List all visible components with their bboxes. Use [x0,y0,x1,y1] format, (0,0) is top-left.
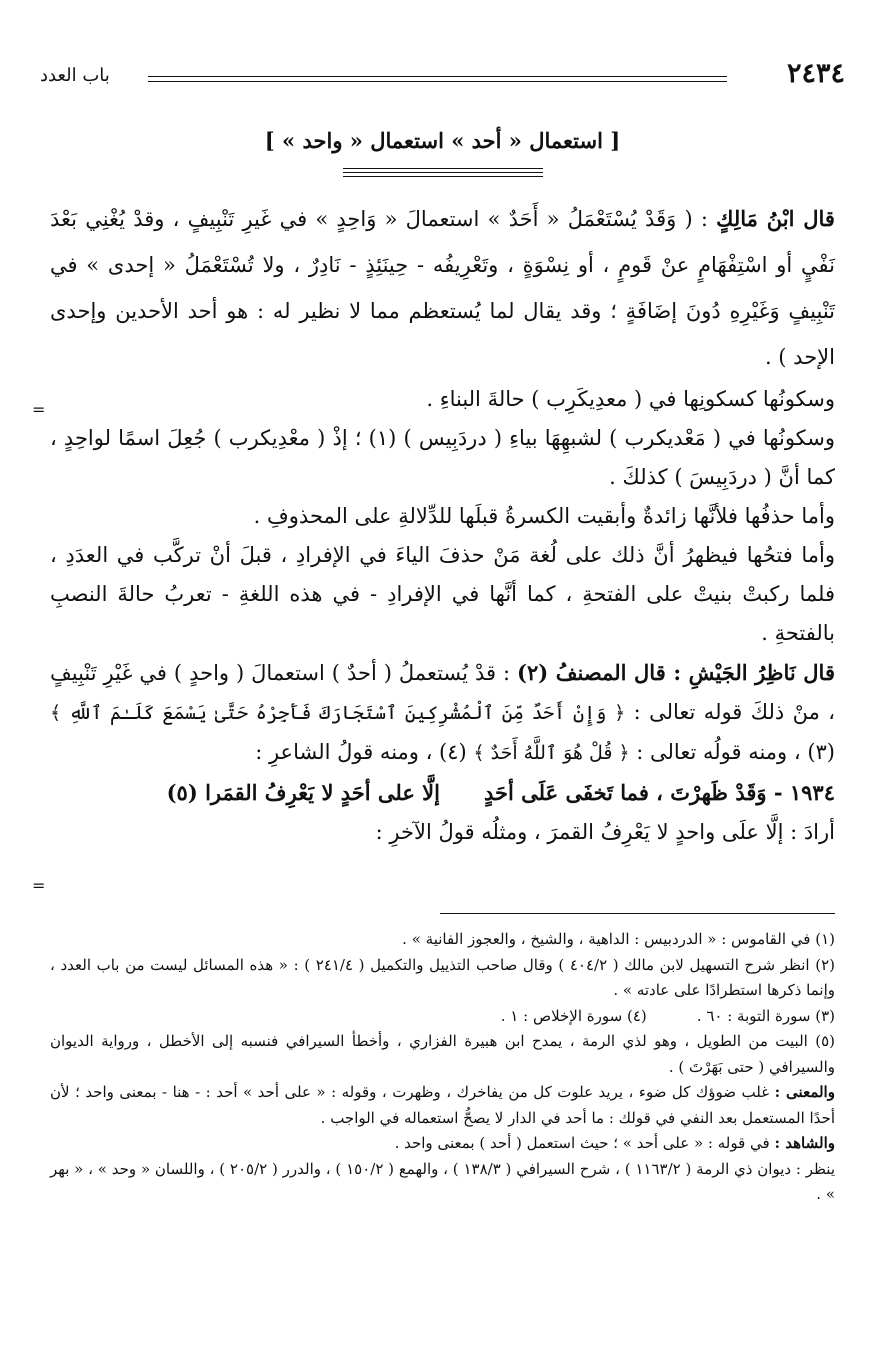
footnotes-3-4 [50,1004,835,1030]
meaning-text: غلب ضوؤك كل ضوء ، يريد علوت كل من يفاخرك ، وظهرت ، وقوله : « على أحد » أحد : - هنا - بمعنى واحد ؛ لأن أحدًا المستعمل بعد النفي في قولك : ما أحد في الدار لا يصحُّ استعماله في الواجب . [50,1083,835,1127]
footnote-5: (٥) البيت من الطويل ، وهو لذي الرمة ، يمدح ابن هبيرة الفزاري ، وأخطأ السيرافي فنسبه إلى الأخطل ، ورواية الديوان والسيرافي ( حتى بَهَرْتَ ) . [50,1032,835,1076]
nazir-text-c: (٤) ، ومنه قولُ الشاعرِ : [255,740,467,764]
fatha-paragraph: وأما فتحُها فيظهرُ أنَّ ذلك على لُغة مَنْ حذفَ الياءَ في الإفرادِ ، قبلَ أنْ تركَّب في العدَدِ ، فلما ركبتْ بنيتْ على الفتحةِ ، كما أنَّها في الإفرادِ - في هذه اللغةِ - تعربُ حالةَ النصبِ بالفتحةِ . [50,543,835,645]
verse-number: ١٩٣٤ - [773,780,835,805]
nazir-text-a: : قدْ يُستعملُ ( أحدٌ ) استعمالَ ( واحدٍ ) في غَيْرِ تَنْبِيفٍ ، منْ ذلكَ قوله تعالى : [50,661,836,724]
nazir-aljaysh-paragraph [50,653,835,773]
nazir-text-b: (٣) ، ومنه قولُه تعالى : [636,740,835,764]
footnote-4: (٤) سورة الإخلاص : ١ . [500,1006,647,1025]
meaning-label: والمعنى : [774,1083,835,1101]
footnote-5-evidence [50,1131,835,1157]
footnote-5-sources: ينظر : ديوان ذي الرمة ( ١١٦٣/٢ ) ، شرح السيرافي ( ١٣٨/٣ ) ، والهمع ( ١٥٠/٢ ) ، والدرر ( ٢٠٥/٢ ) ، واللسان « وحد » ، « بهر » . [50,1159,835,1203]
ibn-malik-paragraph [50,196,835,380]
verse-second-hemistich: إلَّا على أحَدٍ لا يَعْرِفُ القمَرا (٥) [166,780,440,805]
verse-first-hemistich: وَقَدْ ظَهرْتَ ، فما تَخفَى عَلَى أحَدٍ [484,780,767,805]
footnote-2: (٢) انظر شرح التسهيل لابن مالك ( ٤٠٤/٢ ) وقال صاحب التذييل والتكميل ( ٢٤١/٤ ) : « هذه المسائل ليست من باب العدد ، وإنما ذكرها استطرادًا على عادته » . [50,955,835,999]
section-title: [ استعمال « أحد » استعمال « واحد » ] [264,128,621,153]
quran-verse-tawba: ﴿ وَإِنْ أَحَدٌ مِّنَ ٱلْمُشْرِكِينَ ٱسْتَجَارَكَ فَأَجِرْهُ حَتَّىٰ يَسْمَعَ كَلَـٰمَ ٱللَّهِ ﴾ [50,702,626,724]
footnote-1: (١) في القاموس : « الدردبيس : الداهية ، والشيخ ، والعجوز الفانية » . [402,930,835,948]
main-text [50,196,835,852]
margin-continuation-mark: = [32,400,46,419]
speaker-nazir-aljaysh: قال نَاظِرُ الجَيْشِ : قال المصنفُ (٢) [517,660,835,685]
margin-continuation-mark-2: = [32,876,46,895]
chapter-title: باب العدد [40,65,110,86]
footnotes [50,927,835,1208]
footnote-5-meaning [50,1080,835,1131]
header-rule [148,76,727,82]
evidence-label: والشاهد : [774,1134,835,1152]
quran-verse-ikhlas: ﴿ قُلْ هُوَ ٱللَّهُ أَحَدٌ ﴾ [473,742,630,764]
evidence-text: في قوله : « على أحد » ؛ حيث استعمل ( أحد ) بمعنى واحد . [394,1134,770,1152]
madikarib-paragraph: وسكونُها في ( مَعْديكرب ) لشبهِهَا بياءِ ( دردَبِيس ) (١) ؛ إذْ ( معْدِيكرب ) جُعِلَ اسمًا لواحِدٍ ، كما أنَّ ( دردَبِيسَ ) كذلكَ . [50,426,836,489]
title-rules [343,168,543,180]
sukun-paragraph: وسكونُها كسكونِها في ( معدِيكَرِب ) حالةَ البناءِ . [426,387,835,411]
page-number: ٢٤٣٤ [786,58,845,89]
speaker-ibn-malik: قال ابْنُ مَالِكٍ [716,206,835,231]
footnote-3: (٣) سورة التوبة : ٦٠ . [696,1006,835,1025]
verse-explanation-paragraph: أرادَ : إلَّا علَى واحدٍ لا يَعْرِفُ القمرَ ، ومثلُه قولُ الآخرِ : [375,820,835,844]
ibn-malik-text: : ( وَقَدْ يُسْتَعْمَلُ « أَحَدٌ » استعمالَ « وَاحِدٍ » في غَيرِ تَنْبِيفٍ ، وقدْ يُغْنِي بَعْدَ نَفْيٍ أو اسْتِفْهَامٍ عنْ قَومٍ ، أو نِسْوَةٍ ، وتَعْرِيفُه - حِينَئِذٍ - نَادِرٌ ، ولا تُسْتَعْمَلُ « إحدى » في تَنْبِيفٍ وَغَيْرِهِ دُونَ إضَافَةٍ ؛ وقد يقال لما يُستعظم مما لا نظير له : هو أحد الأحدين وإحدى الإحد ) . [50,207,835,369]
footnote-separator [440,913,835,914]
running-head [40,58,845,96]
deletion-paragraph: وأما حذفُها فلأنَّها زائدةٌ وأبقيت الكسرةُ قبلَها للدِّلالةِ على المحذوفِ . [253,504,835,528]
poetry-verse [50,773,835,813]
